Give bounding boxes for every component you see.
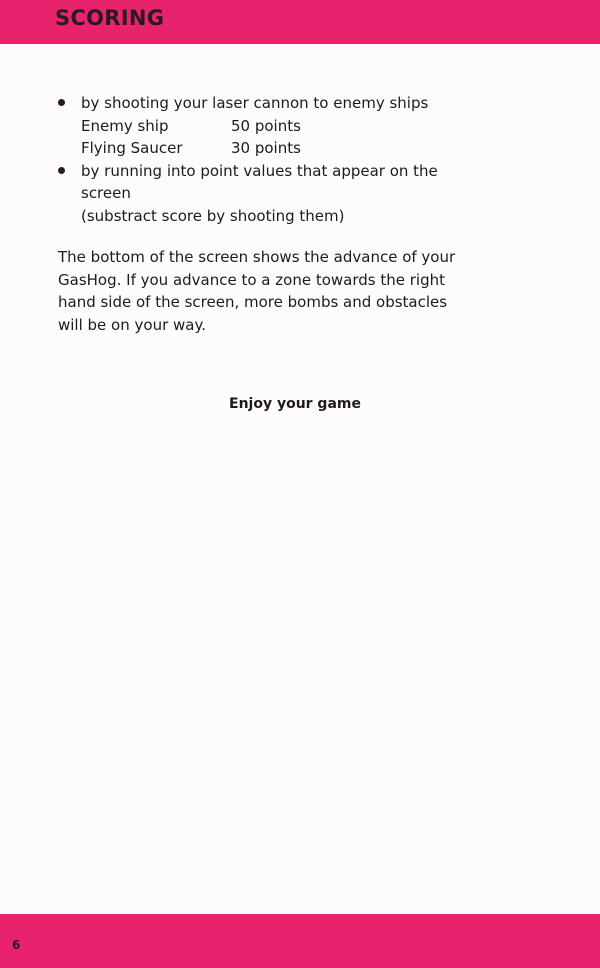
score-row-flying-saucer bbox=[81, 137, 578, 160]
bullet-text: screen bbox=[81, 184, 131, 202]
score-target-name: Flying Saucer bbox=[81, 139, 183, 157]
bullet-text: by running into point values that appear on the bbox=[81, 161, 438, 180]
paragraph-line: will be on your way. bbox=[58, 315, 206, 334]
bullet-dot-icon bbox=[58, 167, 65, 174]
score-target-name: Enemy ship bbox=[81, 116, 169, 135]
score-target-points: 50 points bbox=[231, 116, 301, 135]
bullet-dot-icon bbox=[58, 99, 65, 106]
section-title: SCORING bbox=[55, 6, 165, 30]
bullet-note: (substract score by shooting them) bbox=[81, 206, 345, 225]
score-target-points: 30 points bbox=[231, 139, 301, 157]
footer-band bbox=[0, 914, 600, 968]
paragraph-line: The bottom of the screen shows the advance of your bbox=[58, 248, 456, 266]
list-item bbox=[58, 160, 578, 228]
paragraph-line: GasHog. If you advance to a zone towards the right bbox=[58, 270, 445, 289]
advance-paragraph bbox=[58, 246, 558, 336]
scoring-list bbox=[58, 92, 578, 227]
list-item bbox=[58, 92, 578, 160]
bullet-text: by shooting your laser cannon to enemy ships bbox=[81, 94, 429, 112]
score-row-enemy-ship bbox=[81, 115, 578, 138]
closing-message: Enjoy your game bbox=[229, 396, 361, 412]
paragraph-line: hand side of the screen, more bombs and obstacles bbox=[58, 293, 448, 311]
page-number: 6 bbox=[12, 938, 21, 952]
